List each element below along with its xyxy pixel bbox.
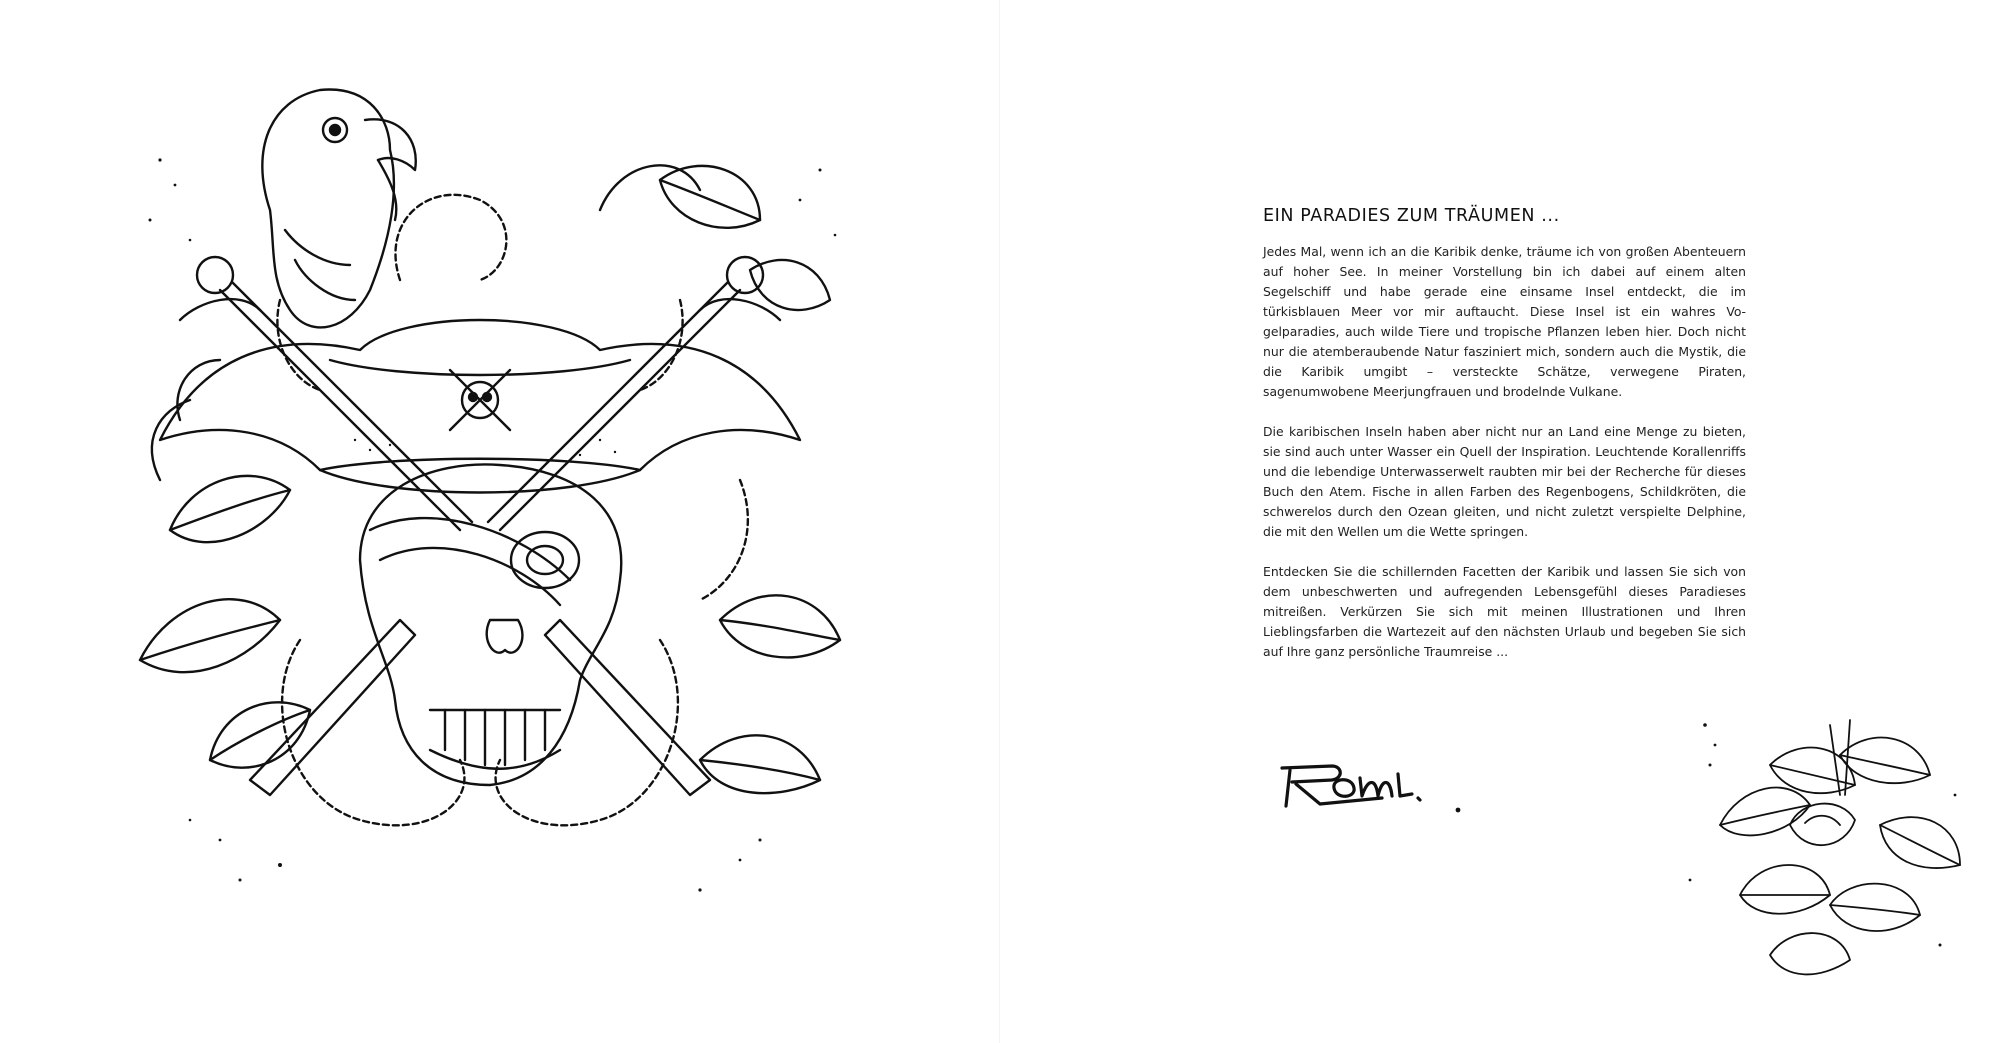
right-page bbox=[1000, 0, 2000, 1043]
paragraph-1: Jedes Mal, wenn ich an die Karibik denke, träume ich von großen Abenteuern auf hoher See. In meiner Vorstellung bin ich dabei auf einem alten Segelschiff und habe gerade eine einsame Insel entdeckt, die im türkisblauen Meer vor mir auftaucht. Diese Insel ist ein wahres Vogelparadies, auch wilde Tiere und tropische Pflanzen leben hier. Doch nicht nur die atemberaubende Natur fasziniert mich, sondern auch die Mystik, die die Karibik umgibt – versteckte Schätze, verwegene Piraten, sagenumwobene Meerjungfrauen und brodelnde Vulkane. bbox=[1263, 244, 1746, 399]
signature-graphic bbox=[1272, 748, 1472, 818]
tropical-flowers-illustration bbox=[1680, 705, 1980, 995]
page-heading: EIN PARADIES ZUM TRÄUMEN ... bbox=[1263, 206, 1560, 226]
paragraph-2: Die karibischen Inseln haben aber nicht nur an Land eine Menge zu bieten, sie sind auch unter Wasser ein Quell der Inspiration. Leuchtende Korallenriffs und die lebendige Unterwasserwelt raubten mir bei der Recherche für dieses Buch den Atem. Fische in allen Farben des Regenbogens, Schildkröten, die schwerelos durch den Ozean gleiten, und nicht zuletzt verspielte Delphine, die mit den Wellen um die Wette springen. bbox=[1263, 424, 1746, 539]
pirate-skull-illustration bbox=[100, 60, 860, 940]
paragraph-3: Entdecken Sie die schillernden Facetten der Karibik und lassen Sie sich von dem unbeschwerten und aufregenden Lebensgefühl dieses Paradieses mitreißen. Verkürzen Sie sich mit meinen Illustrationen und Ihren Lieblingsfarben die Wartezeit auf den nächsten Urlaub und begeben Sie sich auf Ihre ganz persönliche Traumreise ... bbox=[1263, 564, 1746, 659]
intro-text-block bbox=[1263, 206, 1746, 682]
author-signature bbox=[1272, 748, 1472, 818]
